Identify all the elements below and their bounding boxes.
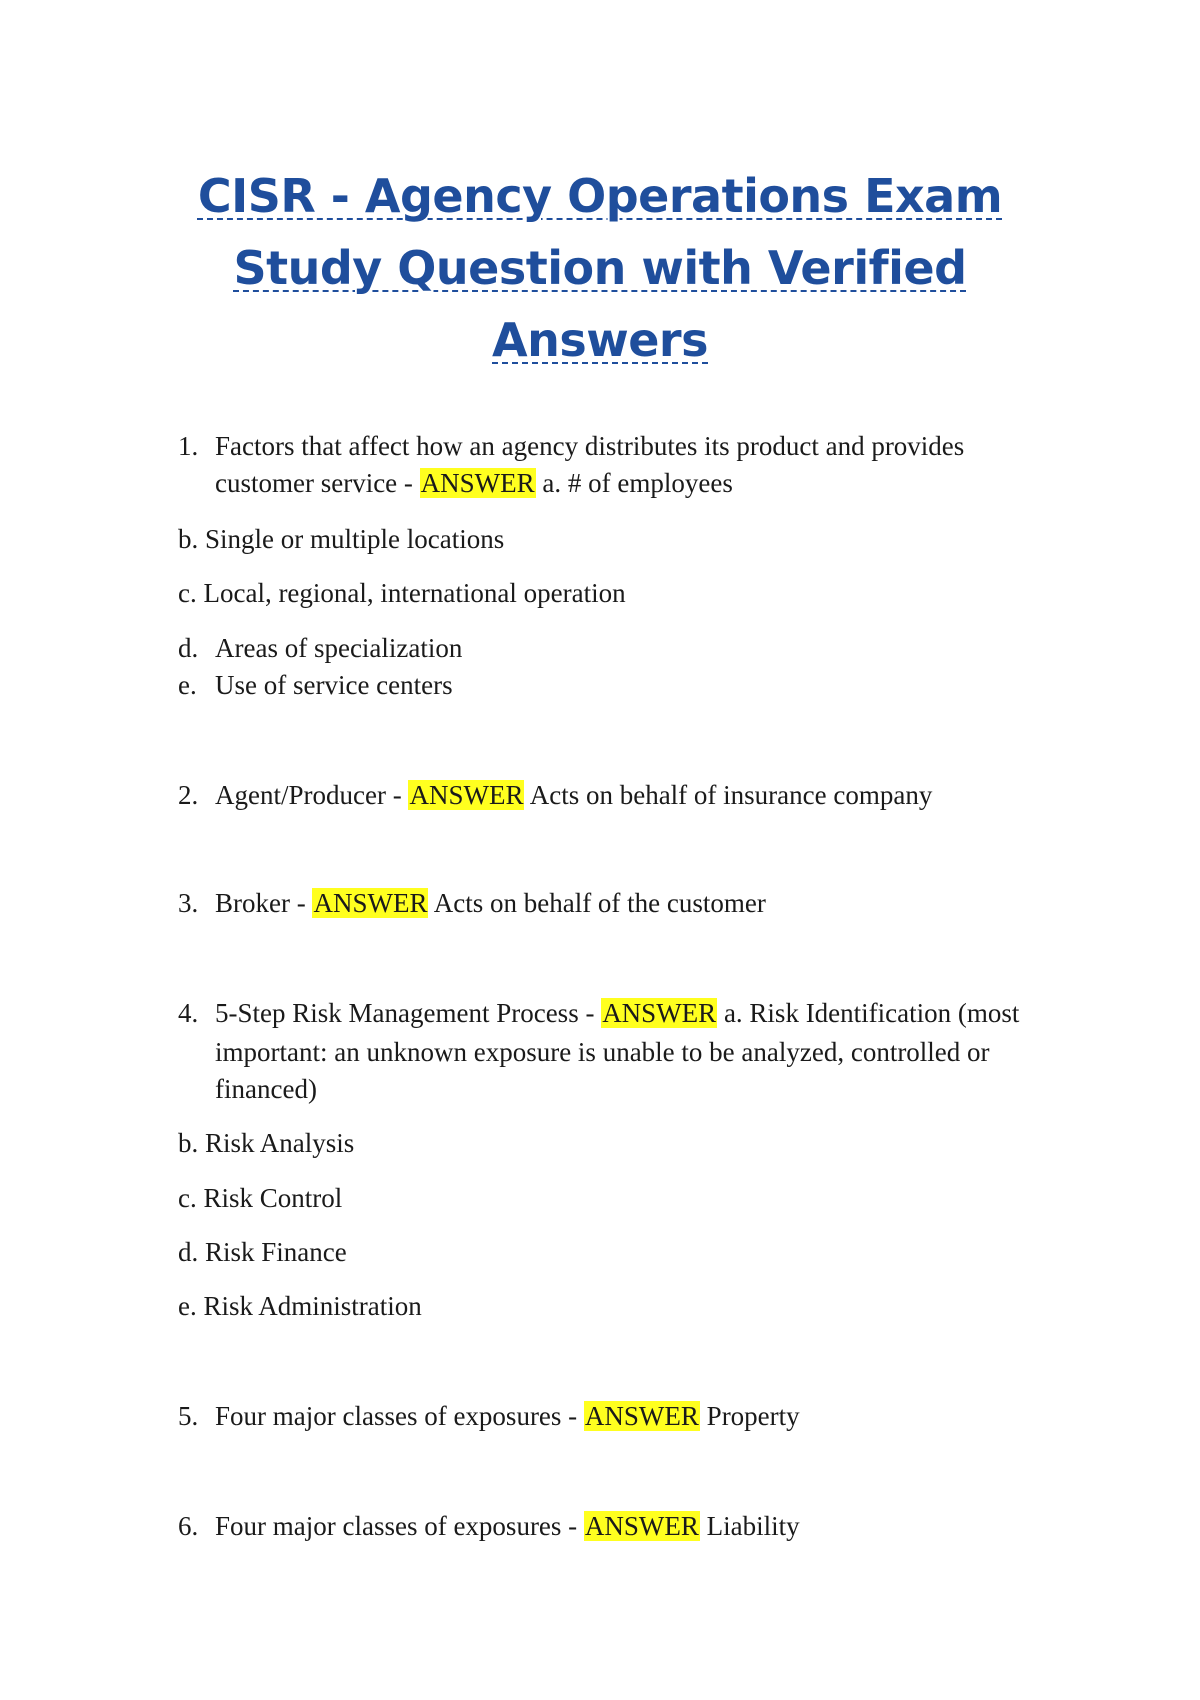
answer-highlight: ANSWER xyxy=(602,998,717,1028)
q4-question-text: 5-Step Risk Management Process - xyxy=(215,998,602,1028)
q4-answer-b: b. Risk Analysis xyxy=(178,1128,355,1158)
q4-line-2: important: an unknown exposure is unable to be analyzed, controlled or xyxy=(215,1037,990,1067)
answer-highlight: ANSWER xyxy=(420,468,535,498)
document-title xyxy=(150,160,1050,376)
q3-answer-text: Acts on behalf of the customer xyxy=(428,888,766,918)
q5-answer-text: Property xyxy=(699,1401,800,1431)
q1-number: 1. xyxy=(178,431,199,461)
q4-line-1 xyxy=(178,995,1019,1032)
q1-d-marker: d. xyxy=(178,633,199,663)
q2-question-text: Agent/Producer - xyxy=(215,780,409,810)
q2-line xyxy=(178,777,932,814)
q6-number: 6. xyxy=(178,1511,199,1541)
q3-line xyxy=(178,885,766,922)
q6-line xyxy=(178,1508,800,1545)
q4-answer-d: d. Risk Finance xyxy=(178,1237,347,1267)
q2-number: 2. xyxy=(178,780,199,810)
q1-answer-d xyxy=(178,630,462,667)
q5-line xyxy=(178,1398,800,1435)
answer-highlight: ANSWER xyxy=(409,780,524,810)
q1-question-tail: customer service - xyxy=(215,468,420,498)
answer-highlight: ANSWER xyxy=(584,1401,699,1431)
answer-highlight: ANSWER xyxy=(584,1511,699,1541)
q1-e-text: Use of service centers xyxy=(215,670,453,700)
q1-answer-a: a. # of employees xyxy=(535,468,733,498)
q2-answer-text: Acts on behalf of insurance company xyxy=(524,780,933,810)
q4-line-3: financed) xyxy=(215,1074,317,1104)
title-line-1: CISR - Agency Operations Exam xyxy=(197,169,1003,223)
q1-e-marker: e. xyxy=(178,670,197,700)
q1-answer-c: c. Local, regional, international operation xyxy=(178,578,626,608)
title-line-3: Answers xyxy=(492,313,708,367)
q6-answer-text: Liability xyxy=(699,1511,800,1541)
q3-question-text: Broker - xyxy=(215,888,313,918)
q1-d-text: Areas of specialization xyxy=(215,633,463,663)
title-line-2: Study Question with Verified xyxy=(233,241,967,295)
q1-line-1 xyxy=(178,428,964,465)
q4-number: 4. xyxy=(178,998,199,1028)
answer-highlight: ANSWER xyxy=(313,888,428,918)
q3-number: 3. xyxy=(178,888,199,918)
q4-answer-a: a. Risk Identification (most xyxy=(717,998,1020,1028)
q6-question-text: Four major classes of exposures - xyxy=(215,1511,584,1541)
q1-answer-e xyxy=(178,667,453,704)
q5-question-text: Four major classes of exposures - xyxy=(215,1401,584,1431)
q5-number: 5. xyxy=(178,1401,199,1431)
q1-answer-b: b. Single or multiple locations xyxy=(178,524,505,554)
q1-line-2 xyxy=(215,465,733,502)
q1-question-text: Factors that affect how an agency distributes its product and provides xyxy=(215,431,965,461)
q4-answer-e: e. Risk Administration xyxy=(178,1291,422,1321)
q4-answer-c: c. Risk Control xyxy=(178,1183,343,1213)
